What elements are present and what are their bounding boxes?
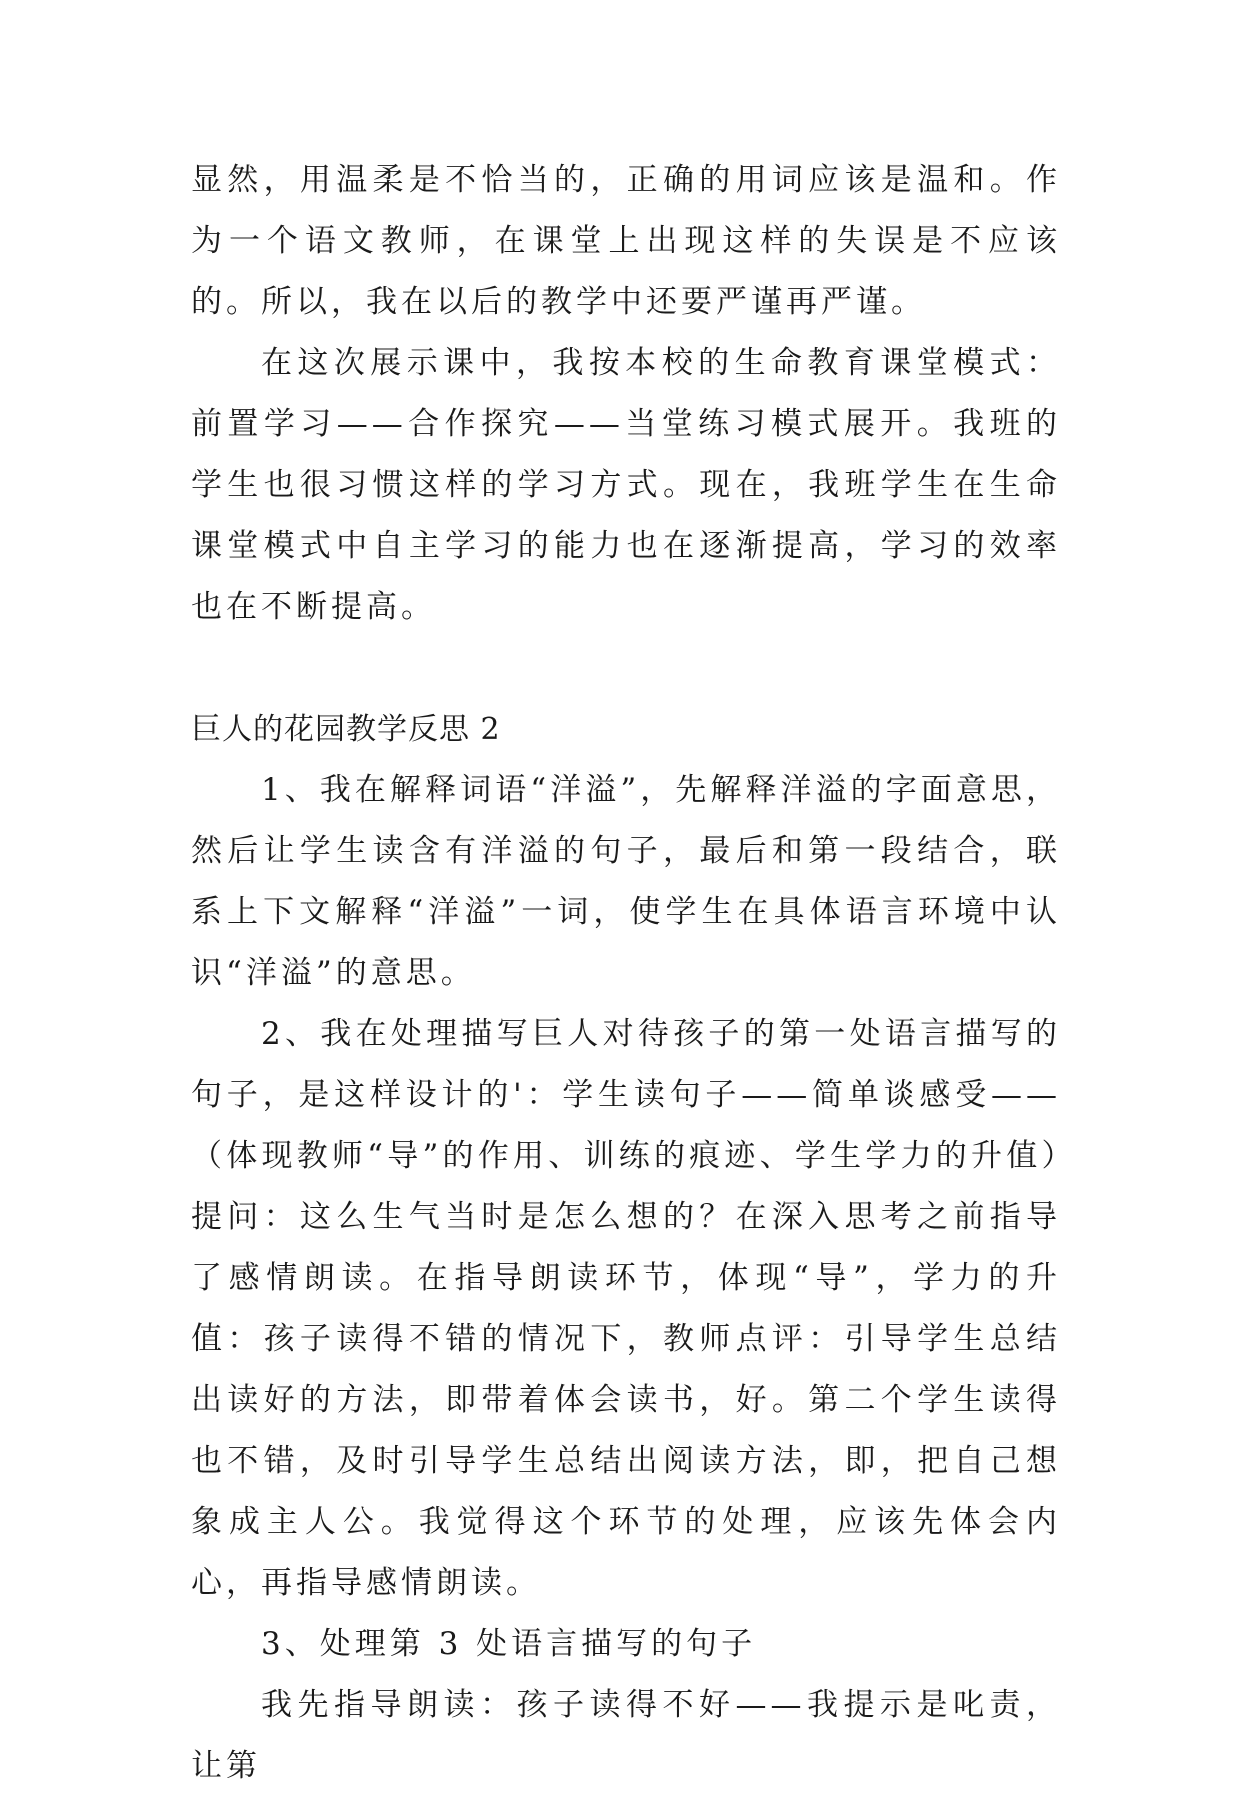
paragraph-5: 3、处理第 3 处语言描写的句子 [261,1626,757,1662]
paragraph-3: 1、我在解释词语“洋溢”，先解释洋溢的字面意思，然后让学生读含有洋溢的句子，最后和第一段结合，联系上下文解释“洋溢”一词，使学生在具体语言环境中认识“洋溢”的意思。 [191,772,1061,991]
section-spacer [191,638,1061,699]
paragraph-2: 在这次展示课中，我按本校的生命教育课堂模式：前置学习——合作探究——当堂练习模式展开。我班的学生也很习惯这样的学习方式。现在，我班学生在生命课堂模式中自主学习的能力也在逐渐提高，学习的效率也在不断提高。 [191,345,1061,625]
section-heading: 巨人的花园教学反思 2 [191,712,501,747]
paragraph-4: 2、我在处理描写巨人对待孩子的第一处语言描写的句子，是这样设计的'：学生读句子——简单谈感受——（体现教师“导”的作用、训练的痕迹、学生学力的升值）提问：这么生气当时是怎么想的？在深入思考之前指导了感情朗读。在指导朗读环节，体现“导”，学力的升值：孩子读得不错的情况下，教师点评：引导学生总结出读好的方法，即带着体会读书，好。第二个学生读得也不错，及时引导学生总结出阅读方法，即，把自己想象成主人公。我觉得这个环节的处理，应该先体会内心，再指导感情朗读。 [191,1016,1061,1601]
document-body [191,150,1061,1797]
paragraph-6: 我先指导朗读：孩子读得不好——我提示是叱责，让第 [191,1687,1061,1784]
paragraph-1: 显然，用温柔是不恰当的，正确的用词应该是温和。作为一个语文教师，在课堂上出现这样的失误是不应该的。所以，我在以后的教学中还要严谨再严谨。 [191,162,1061,320]
